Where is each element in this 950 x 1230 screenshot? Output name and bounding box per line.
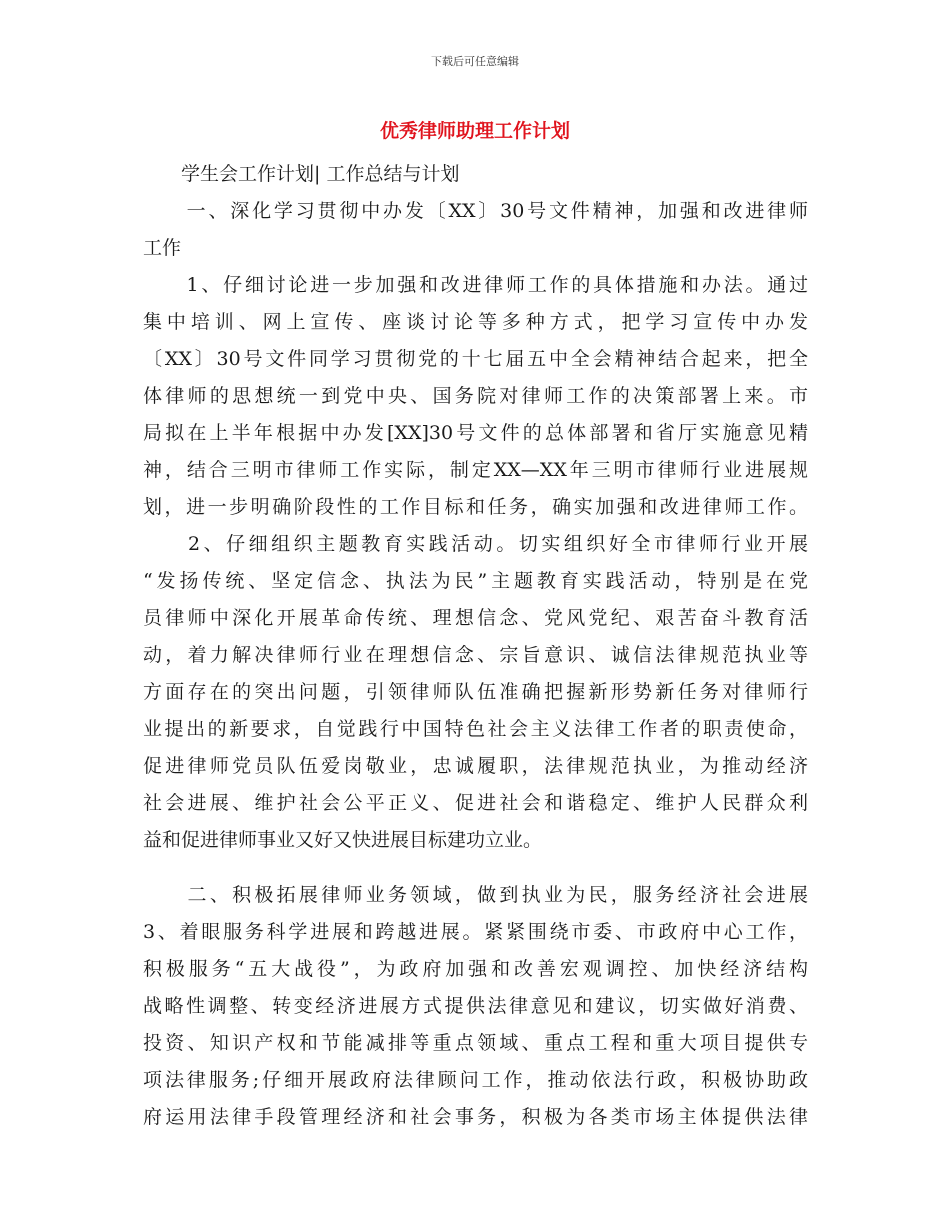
paragraph-line: 1、仔细讨论进一步加强和改进律师工作的具体措施和办法。通过 [143,274,808,296]
paragraph-line: 神，结合三明市律师工作实际，制定XX—XX年三明市律师行业进展规 [143,459,808,481]
paragraph-line: 积极服务“五大战役”，为政府加强和改善宏观调控、加快经济结构 [143,958,808,980]
paragraph-line: 〔XX〕30号文件同学习贯彻党的十七届五中全会精神结合起来，把全 [143,348,808,370]
paragraph-gap [143,859,808,877]
paragraph-line: 局拟在上半年根据中办发[XX]30号文件的总体部署和省厅实施意见精 [143,422,808,444]
paragraph-line: 员律师中深化开展革命传统、理想信念、党风党纪、艰苦奋斗教育活 [143,607,808,629]
paragraph-line: “发扬传统、坚定信念、执法为民”主题教育实践活动，特别是在党 [143,570,808,592]
document-title: 优秀律师助理工作计划 [379,120,570,142]
paragraph-line: 社会进展、维护社会公平正义、促进社会和谐稳定、维护人民群众利 [143,792,808,814]
paragraph-line: 集中培训、网上宣传、座谈讨论等多种方式，把学习宣传中办发 [143,311,808,333]
paragraph-line: 3、着眼服务科学进展和跨越进展。紧紧围绕市委、市政府中心工作， [143,921,808,943]
subtitle-line: 学生会工作计划| 工作总结与计划 [143,163,460,185]
paragraph-line: 战略性调整、转变经济进展方式提供法律意见和建议，切实做好消费、 [143,995,808,1017]
paragraph-line: 业提出的新要求，自觉践行中国特色社会主义法律工作者的职责使命， [143,718,808,740]
paragraph-line: 益和促进律师事业又好又快进展目标建功立业。 [143,829,543,851]
paragraph-line: 府运用法律手段管理经济和社会事务，积极为各类市场主体提供法律 [143,1106,808,1128]
paragraph-line: 工作 [143,237,182,259]
paragraph-line: 一、深化学习贯彻中办发〔XX〕30号文件精神，加强和改进律师 [143,200,808,222]
document-body [143,156,808,1136]
paragraph-line: 方面存在的突出问题，引领律师队伍准确把握新形势新任务对律师行 [143,681,808,703]
page-header-note: 下载后可任意编辑 [431,55,519,68]
paragraph-line: 项法律服务;仔细开展政府法律顾问工作，推动依法行政，积极协助政 [143,1069,808,1091]
paragraph-line: 体律师的思想统一到党中央、国务院对律师工作的决策部署上来。市 [143,385,808,407]
paragraph-line: 二、积极拓展律师业务领域，做到执业为民，服务经济社会进展 [143,884,808,906]
paragraph-line: 动，着力解决律师行业在理想信念、宗旨意识、诚信法律规范执业等 [143,644,808,666]
paragraph-line: 划，进一步明确阶段性的工作目标和任务，确实加强和改进律师工作。 [143,496,808,518]
paragraph-line: 促进律师党员队伍爱岗敬业，忠诚履职，法律规范执业，为推动经济 [143,755,808,777]
paragraph-line: 投资、知识产权和节能减排等重点领域、重点工程和重大项目提供专 [143,1032,808,1054]
paragraph-line: 2、仔细组织主题教育实践活动。切实组织好全市律师行业开展 [143,533,808,555]
